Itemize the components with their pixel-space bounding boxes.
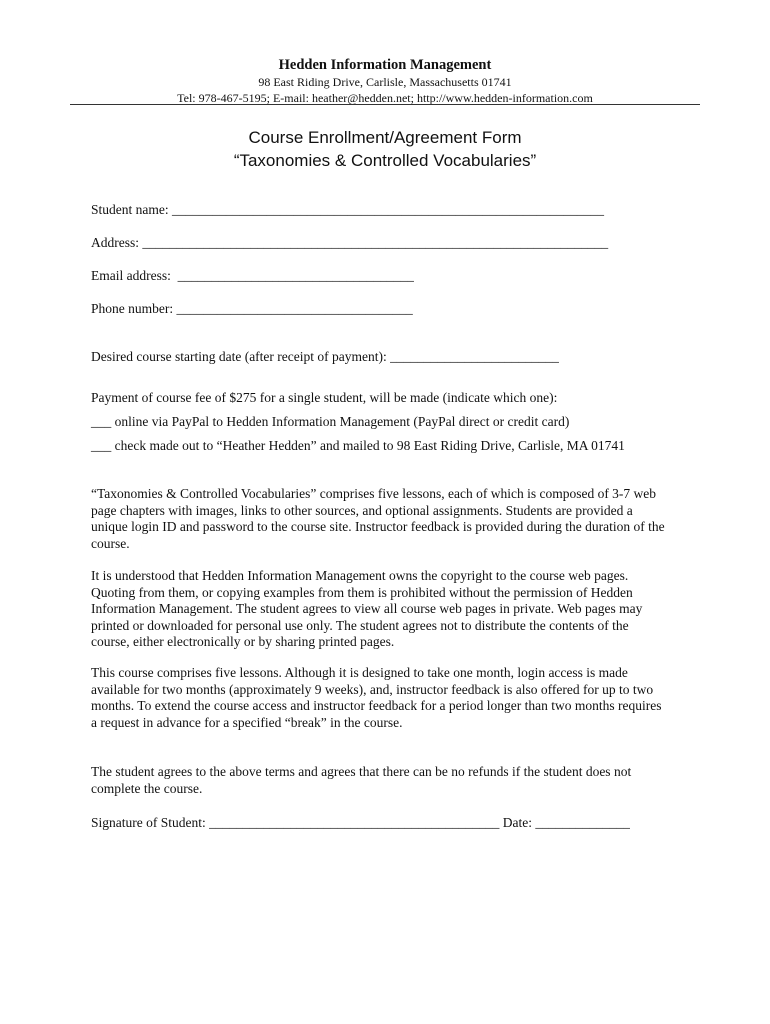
form-title-line-2: “Taxonomies & Controlled Vocabularies” [233, 151, 537, 170]
paragraph-course-duration [91, 665, 691, 731]
paragraph-line: The student agrees to the above terms and agrees that there can be no refunds if the student does not [91, 764, 632, 779]
start-date-field[interactable]: Desired course starting date (after receipt of payment): _________________________ [91, 349, 559, 364]
organization-address: 98 East Riding Drive, Carlisle, Massachusetts 01741 [258, 75, 512, 89]
paragraph-line: course. [91, 535, 130, 551]
paragraph-line: Quoting from them, or copying examples from them is prohibited without the permission of Hedden [91, 584, 633, 600]
form-title [70, 126, 700, 172]
organization-contact: Tel: 978-467-5195; E-mail: heather@hedden.net; http://www.hedden-information.com [177, 91, 593, 105]
paragraph-line: a request in advance for a specified “break” in the course. [91, 714, 403, 730]
address-field[interactable]: Address: _____________________________________________________________________ [91, 235, 609, 250]
paragraph-line: complete the course. [91, 780, 203, 796]
paragraph-line: unique login ID and password to the course site. Instructor feedback is provided during the duration of the [91, 519, 665, 534]
form-title-line-1: Course Enrollment/Agreement Form [248, 128, 522, 147]
payment-option-check[interactable]: ___ check made out to “Heather Hedden” and mailed to 98 East Riding Drive, Carlisle, MA 01741 [91, 438, 625, 453]
paragraph-line: available for two months (approximately 9 weeks), and, instructor feedback is also offered for up to two [91, 681, 654, 697]
paragraph-line: page chapters with images, links to other sources, and optional assignments. Students are provided a [91, 502, 633, 518]
paragraph-course-description [91, 486, 691, 552]
signature-date-field[interactable]: Signature of Student: ___________________________________________ Date: ______________ [91, 815, 630, 830]
phone-field[interactable]: Phone number: ___________________________________ [91, 301, 413, 316]
paragraph-line: months. To extend the course access and instructor feedback for a period longer than two months requires [91, 698, 662, 713]
paragraph-line: course, either electronically or by sharing printed pages. [91, 634, 395, 649]
payment-intro: Payment of course fee of $275 for a single student, will be made (indicate which one): [91, 390, 558, 405]
letterhead [70, 56, 700, 106]
paragraph-line: printed or downloaded for personal use only. The student agrees not to distribute the contents of the [91, 617, 629, 633]
paragraph-refund-terms [91, 764, 691, 797]
paragraph-line: Information Management. The student agrees to view all course web pages in private. Web pages may [91, 601, 643, 616]
student-name-field[interactable]: Student name: ________________________________________________________________ [91, 202, 604, 217]
paragraph-line: This course comprises five lessons. Although it is designed to take one month, login access is made [91, 665, 628, 680]
paragraph-copyright [91, 568, 691, 651]
payment-option-online[interactable]: ___ online via PayPal to Hedden Information Management (PayPal direct or credit card) [91, 414, 570, 429]
paragraph-line: It is understood that Hedden Information Management owns the copyright to the course web pages. [91, 568, 629, 583]
paragraph-line: “Taxonomies & Controlled Vocabularies” comprises five lessons, each of which is composed of 3-7 web [91, 486, 657, 501]
header-divider [70, 104, 700, 105]
organization-name: Hedden Information Management [278, 57, 492, 73]
email-field[interactable]: Email address: ___________________________________ [91, 268, 414, 283]
